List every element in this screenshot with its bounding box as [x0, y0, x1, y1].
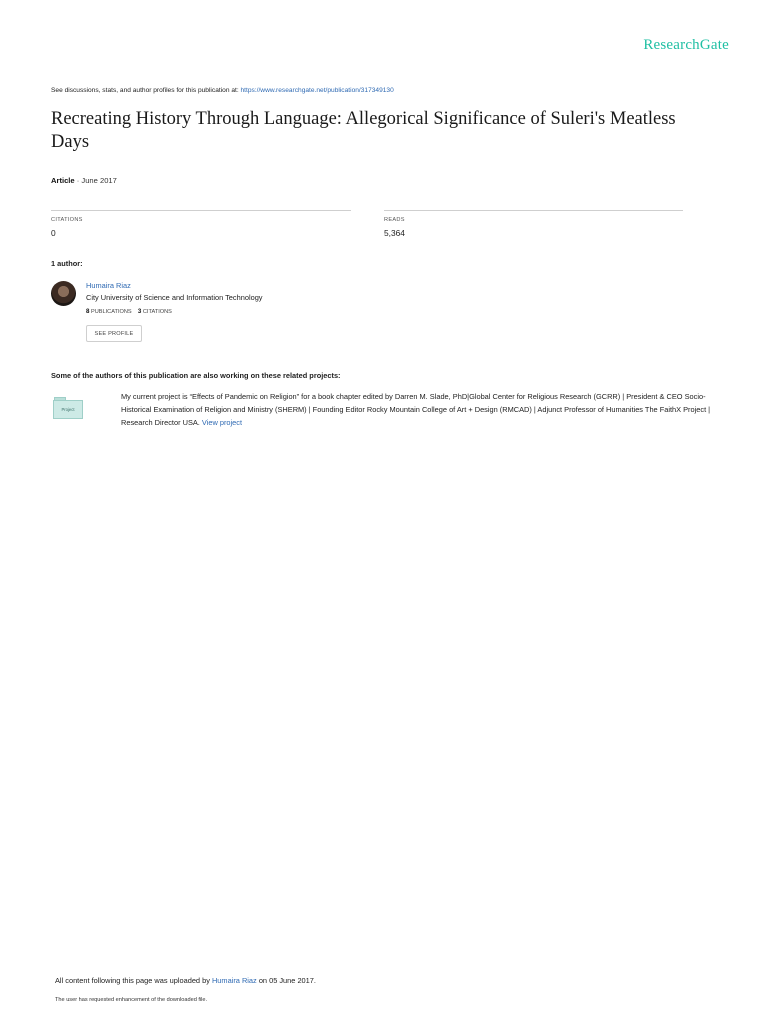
author-institution: City University of Science and Information Technology [86, 293, 263, 302]
uploader-link[interactable]: Humaira Riaz [211, 976, 257, 985]
discussion-line [51, 87, 394, 94]
publication-title: Recreating History Through Language: Allegorical Significance of Suleri's Meatless Days [51, 109, 676, 152]
authors-heading: 1 author: [51, 259, 83, 268]
publication-meta [51, 176, 117, 185]
upload-prefix: All content following this page was uploaded by [55, 976, 210, 985]
reads-label: READS [384, 217, 405, 223]
researchgate-logo[interactable]: ResearchGate [643, 37, 729, 53]
enhancement-note: The user has requested enhancement of the downloaded file. [55, 997, 208, 1003]
reads-value: 5,364 [384, 228, 405, 238]
citations-value: 0 [51, 228, 56, 238]
discussion-prefix: See discussions, stats, and author profiles for this publication at: [51, 87, 239, 94]
publication-date: · June 2017 [76, 176, 117, 185]
upload-suffix: on 05 June 2017. [258, 976, 316, 985]
folder-body [53, 400, 83, 419]
related-projects-heading: Some of the authors of this publication are also working on these related projects: [51, 371, 341, 380]
author-stats [86, 308, 172, 315]
view-project-link[interactable]: View project [201, 418, 243, 428]
citations-divider [51, 210, 351, 211]
author-publications-label: PUBLICATIONS [91, 309, 132, 315]
publication-url-link[interactable]: https://www.researchgate.net/publication/317349130 [240, 87, 394, 94]
project-icon-label: Project [61, 407, 75, 412]
author-citations-label: CITATIONS [142, 309, 172, 315]
project-folder-icon[interactable] [53, 397, 83, 419]
reads-divider [384, 210, 683, 211]
author-name-link[interactable]: Humaira Riaz [86, 281, 131, 290]
author-publications-count: 8 [86, 308, 90, 315]
project-description [121, 390, 711, 430]
publication-type: Article [51, 176, 75, 185]
see-profile-button[interactable]: SEE PROFILE [86, 325, 142, 342]
project-text: My current project is “Effects of Pandemic on Religion” for a book chapter edited by Darren M. Slade, PhD|Global Center for Religious Research (GCRR) | President & CEO Socio-Historical Examination of Religion and Ministry (SHERM) | Founding Editor Rocky Mountain College of Art + Design (RMCAD) | Adjunct Professor of Humanities The FaithX Project | Research Director USA. [121, 392, 711, 428]
author-citations-count: 3 [137, 308, 142, 315]
author-avatar[interactable] [51, 281, 76, 306]
citations-label: CITATIONS [51, 217, 83, 223]
upload-footer [55, 976, 316, 985]
